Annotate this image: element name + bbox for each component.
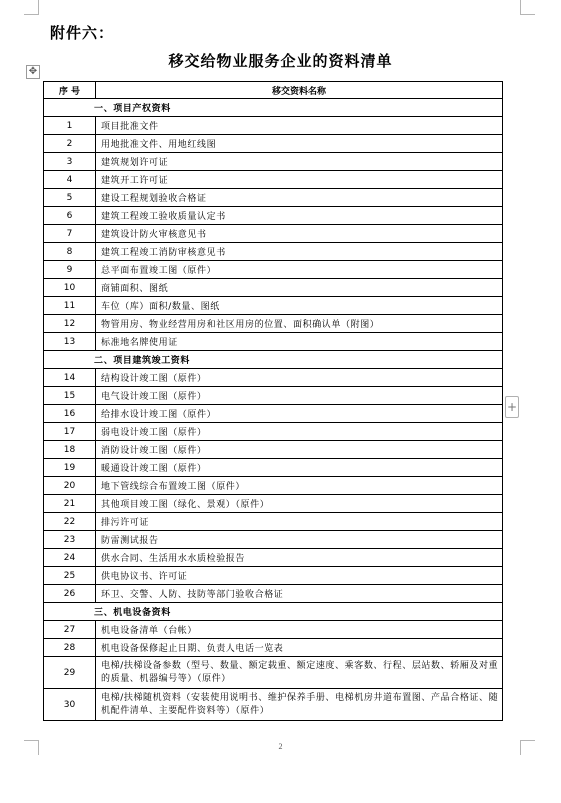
row-number: 9 bbox=[44, 261, 96, 279]
row-document-name: 消防设计竣工图（原件） bbox=[96, 441, 503, 459]
row-document-name: 结构设计竣工图（原件） bbox=[96, 369, 503, 387]
row-number: 8 bbox=[44, 243, 96, 261]
row-number: 11 bbox=[44, 297, 96, 315]
row-document-name: 电气设计竣工图（原件） bbox=[96, 387, 503, 405]
row-number: 29 bbox=[44, 657, 96, 689]
table-row bbox=[44, 369, 503, 387]
row-number: 27 bbox=[44, 621, 96, 639]
row-document-name: 建筑设计防火审核意见书 bbox=[96, 225, 503, 243]
table-row bbox=[44, 117, 503, 135]
table-row bbox=[44, 639, 503, 657]
table-row bbox=[44, 621, 503, 639]
row-number: 19 bbox=[44, 459, 96, 477]
table-row bbox=[44, 135, 503, 153]
table-row bbox=[44, 153, 503, 171]
row-document-name: 供水合同、生活用水水质检验报告 bbox=[96, 549, 503, 567]
table-row bbox=[44, 513, 503, 531]
table-row bbox=[44, 279, 503, 297]
table-row bbox=[44, 567, 503, 585]
row-number: 16 bbox=[44, 405, 96, 423]
row-document-name: 暖通设计竣工图（原件） bbox=[96, 459, 503, 477]
row-number: 7 bbox=[44, 225, 96, 243]
row-number: 3 bbox=[44, 153, 96, 171]
row-document-name: 总平面布置竣工图（原件） bbox=[96, 261, 503, 279]
row-document-name: 标准地名牌使用证 bbox=[96, 333, 503, 351]
row-number: 10 bbox=[44, 279, 96, 297]
row-document-name: 商铺面积、图纸 bbox=[96, 279, 503, 297]
section-heading-row bbox=[44, 603, 503, 621]
table-row bbox=[44, 495, 503, 513]
row-number: 13 bbox=[44, 333, 96, 351]
table-row bbox=[44, 585, 503, 603]
row-document-name: 其他项目竣工图（绿化、景观）（原件） bbox=[96, 495, 503, 513]
row-number: 18 bbox=[44, 441, 96, 459]
table-header-row bbox=[44, 82, 503, 99]
row-document-name: 地下管线综合布置竣工图（原件） bbox=[96, 477, 503, 495]
row-document-name: 项目批准文件 bbox=[96, 117, 503, 135]
row-document-name: 物管用房、物业经营用房和社区用房的位置、面积确认单（附图） bbox=[96, 315, 503, 333]
row-number: 4 bbox=[44, 171, 96, 189]
section-heading: 一、项目产权资料 bbox=[44, 99, 503, 117]
table-row bbox=[44, 441, 503, 459]
page-corner-mark bbox=[520, 0, 535, 15]
table-row bbox=[44, 261, 503, 279]
section-heading-row bbox=[44, 351, 503, 369]
row-document-name: 排污许可证 bbox=[96, 513, 503, 531]
row-number: 14 bbox=[44, 369, 96, 387]
row-document-name: 弱电设计竣工图（原件） bbox=[96, 423, 503, 441]
page-number: 2 bbox=[278, 742, 283, 751]
row-number: 21 bbox=[44, 495, 96, 513]
row-document-name: 机电设备保修起止日期、负责人电话一览表 bbox=[96, 639, 503, 657]
row-document-name: 给排水设计竣工图（原件） bbox=[96, 405, 503, 423]
table-row bbox=[44, 171, 503, 189]
row-document-name: 建筑工程竣工消防审核意见书 bbox=[96, 243, 503, 261]
row-number: 17 bbox=[44, 423, 96, 441]
table-row bbox=[44, 423, 503, 441]
row-document-name: 环卫、交警、人防、技防等部门验收合格证 bbox=[96, 585, 503, 603]
row-number: 23 bbox=[44, 531, 96, 549]
document-list-table bbox=[43, 81, 503, 721]
row-document-name: 机电设备清单（台帐） bbox=[96, 621, 503, 639]
row-document-name: 供电协议书、许可证 bbox=[96, 567, 503, 585]
table-row bbox=[44, 333, 503, 351]
row-number: 24 bbox=[44, 549, 96, 567]
add-column-icon[interactable]: + bbox=[505, 396, 519, 418]
row-document-name: 建筑规划许可证 bbox=[96, 153, 503, 171]
row-number: 1 bbox=[44, 117, 96, 135]
row-number: 5 bbox=[44, 189, 96, 207]
table-row bbox=[44, 189, 503, 207]
table-row bbox=[44, 549, 503, 567]
row-number: 28 bbox=[44, 639, 96, 657]
row-number: 15 bbox=[44, 387, 96, 405]
table-row bbox=[44, 243, 503, 261]
row-document-name: 电梯/扶梯设备参数（型号、数量、额定载重、额定速度、乘客数、行程、层站数、轿厢及对重的质量、机器编号等）（原件） bbox=[96, 657, 503, 689]
row-number: 25 bbox=[44, 567, 96, 585]
row-document-name: 建设工程规划验收合格证 bbox=[96, 189, 503, 207]
table-row bbox=[44, 315, 503, 333]
row-document-name: 建筑工程竣工验收质量认定书 bbox=[96, 207, 503, 225]
table-row bbox=[44, 405, 503, 423]
row-number: 26 bbox=[44, 585, 96, 603]
table-row bbox=[44, 207, 503, 225]
row-document-name: 车位（库）面积/数量、图纸 bbox=[96, 297, 503, 315]
row-number: 6 bbox=[44, 207, 96, 225]
table-row bbox=[44, 689, 503, 721]
section-heading: 三、机电设备资料 bbox=[44, 603, 503, 621]
row-number: 30 bbox=[44, 689, 96, 721]
table-row bbox=[44, 531, 503, 549]
row-document-name: 用地批准文件、用地红线图 bbox=[96, 135, 503, 153]
header-name: 移交资料名称 bbox=[96, 82, 503, 99]
table-row bbox=[44, 297, 503, 315]
row-number: 12 bbox=[44, 315, 96, 333]
section-heading-row bbox=[44, 99, 503, 117]
table-row bbox=[44, 657, 503, 689]
row-document-name: 建筑开工许可证 bbox=[96, 171, 503, 189]
row-document-name: 防雷测试报告 bbox=[96, 531, 503, 549]
page-title: 移交给物业服务企业的资料清单 bbox=[168, 52, 393, 70]
table-row bbox=[44, 387, 503, 405]
header-number: 序 号 bbox=[44, 82, 96, 99]
row-document-name: 电梯/扶梯随机资料（安装使用说明书、维护保养手册、电梯机房井道布置图、产品合格证、随机配件清单、主要配件资料等）（原件） bbox=[96, 689, 503, 721]
section-heading: 二、项目建筑竣工资料 bbox=[44, 351, 503, 369]
table-move-handle-icon[interactable]: ✥ bbox=[26, 65, 40, 79]
page-corner-mark bbox=[24, 0, 39, 15]
row-number: 20 bbox=[44, 477, 96, 495]
row-number: 2 bbox=[44, 135, 96, 153]
table-row bbox=[44, 225, 503, 243]
table-row bbox=[44, 459, 503, 477]
row-number: 22 bbox=[44, 513, 96, 531]
attachment-label: 附件六： bbox=[50, 24, 115, 42]
table-row bbox=[44, 477, 503, 495]
